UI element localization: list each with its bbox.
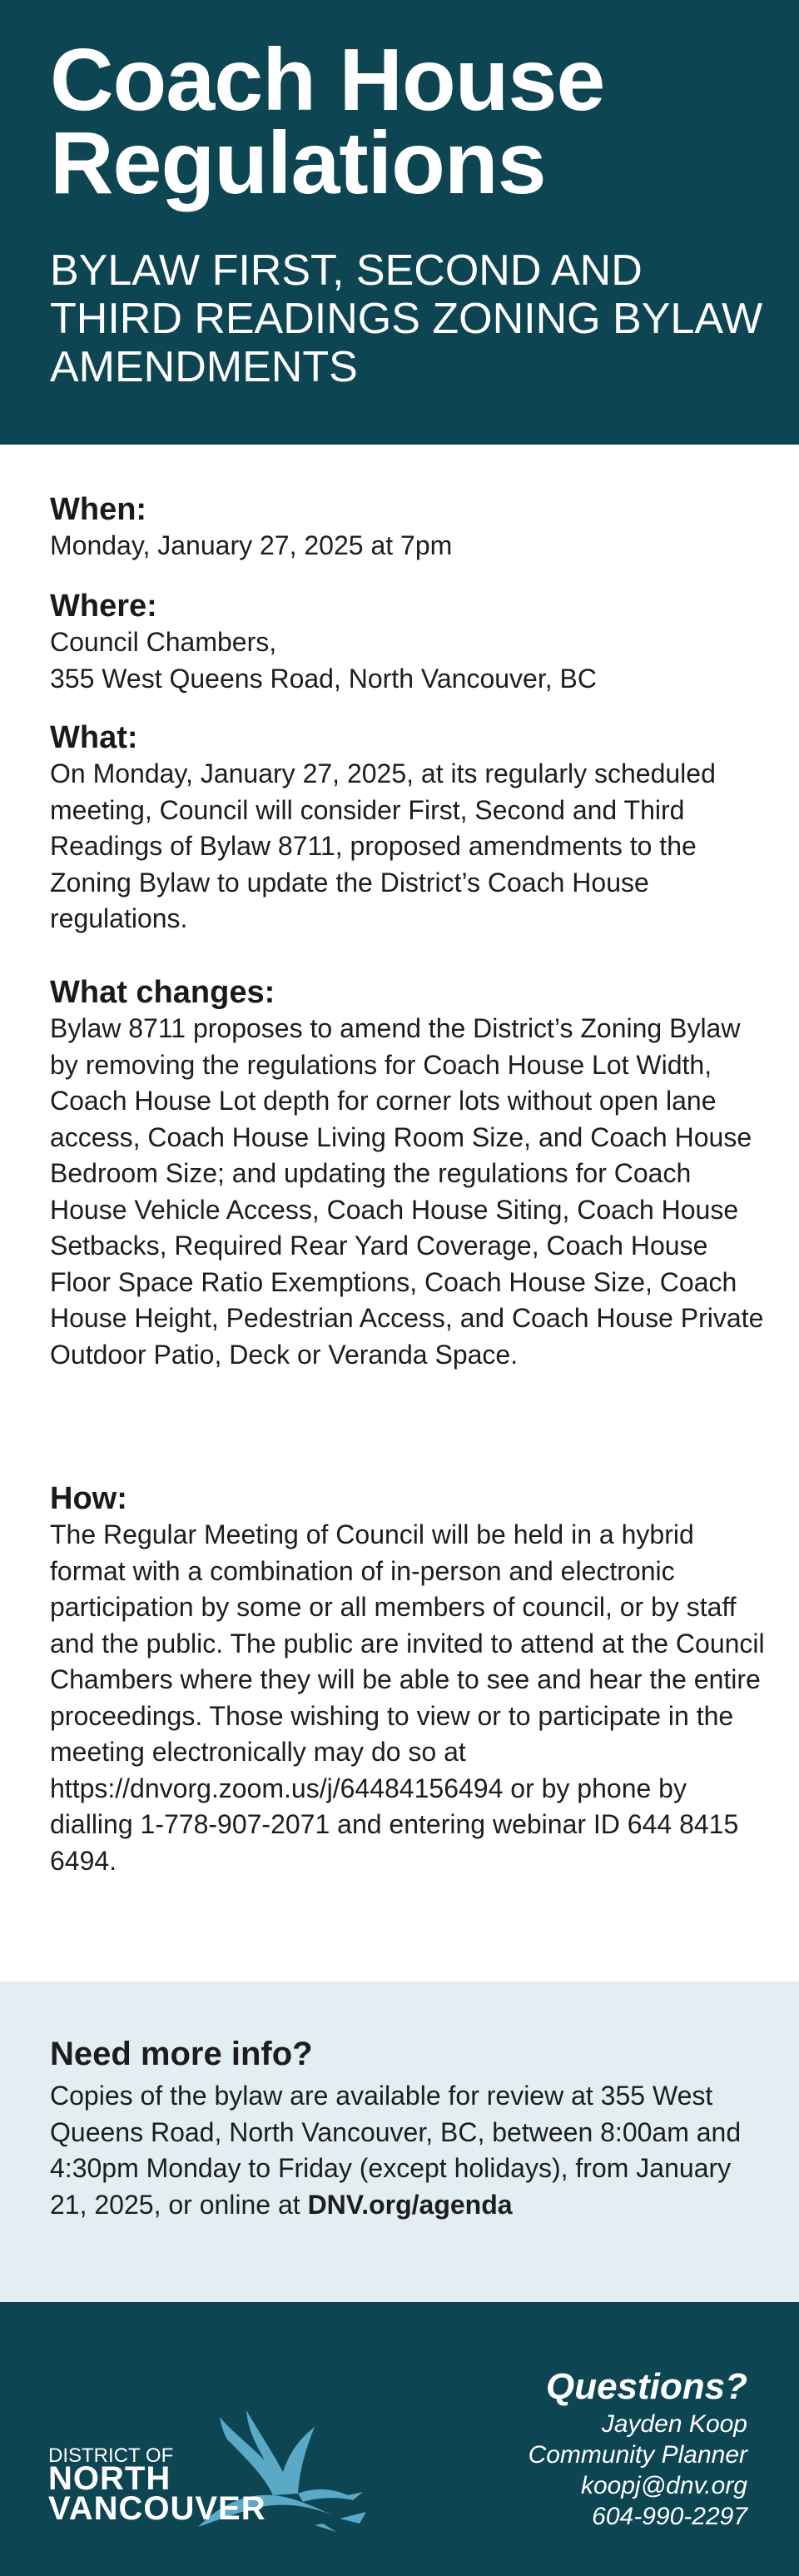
contact-heading: Questions? (545, 2366, 747, 2407)
contact-name: Jayden Koop (601, 2410, 747, 2438)
section-how (50, 1480, 766, 1879)
logo-text-north: NORTH (48, 2460, 171, 2497)
section-where (50, 588, 766, 697)
page-title: Coach House Regulations (50, 31, 605, 212)
section-body: On Monday, January 27, 2025, at its regularly scheduled meeting, Council will consider First, Second and Third Readings of Bylaw 8711, proposed amendments to the Zoning Bylaw to update the District’s Coach House regulations. (50, 758, 716, 933)
section-heading: Where: (50, 589, 157, 624)
section-body: Bylaw 8711 proposes to amend the District’s Zoning Bylaw by removing the regulations for Coach House Lot Width, Coach House Lot depth for corner lots without open lane access, Coach House Living Room Size, and Coach House Bedroom Size; and updating the regulations for Coach House Vehicle Access, Coach House Siting, Coach House Setbacks, Required Rear Yard Coverage, Coach House Floor Space Ratio Exemptions, Coach House Size, Coach House Height, Pedestrian Access, and Coach House Private Outdoor Patio, Deck or Veranda Space. (50, 1013, 764, 1370)
section-heading: What: (50, 720, 138, 755)
section-heading: How: (50, 1481, 127, 1516)
main-content (0, 445, 799, 1982)
more-info-heading: Need more info? (50, 2036, 313, 2072)
section-heading: When: (50, 492, 147, 527)
more-info-text: Copies of the bylaw are available for review at 355 West Queens Road, North Vancouver, BC, between 8:00am and 4:30pm Monday to Friday (except holidays), from January 21, 2025, or online at (50, 2081, 742, 2220)
contact-email[interactable]: koopj@dnv.org (580, 2472, 747, 2499)
more-info-body (50, 2078, 766, 2223)
section-what (50, 719, 766, 937)
section-body: The Regular Meeting of Council will be held in a hybrid format with a combination of in-person and electronic participation by some or all members of council, or by staff and the public. The public are invited to attend at the Council Chambers where they will be able to see and hear the entire proceedings. Those wishing to view or to participate in the meeting electronically may do so at https://dnvorg.zoom.us/j/64484156494 or by phone by dialling 1-778-907-2071 and entering webinar ID 644 8415 6494. (50, 1519, 765, 1876)
contact-role: Community Planner (528, 2441, 747, 2469)
contact-phone[interactable]: 604-990-2297 (592, 2503, 747, 2530)
page-subtitle: BYLAW FIRST, SECOND AND THIRD READINGS ZONING BYLAW AMENDMENTS (50, 246, 763, 391)
section-heading: What changes: (50, 975, 275, 1010)
agenda-link[interactable]: DNV.org/agenda (307, 2189, 513, 2220)
more-info-panel (0, 1982, 799, 2302)
section-body: Monday, January 27, 2025 at 7pm (50, 530, 453, 560)
section-what-changes (50, 974, 766, 1373)
section-when (50, 491, 766, 564)
logo-text-district: DISTRICT OF (48, 2444, 174, 2467)
section-body: Council Chambers, 355 West Queens Road, North Vancouver, BC (50, 627, 597, 694)
footer (0, 2302, 799, 2576)
header-banner (0, 0, 799, 445)
logo-text-vancouver: VANCOUVER (48, 2490, 266, 2527)
district-logo (48, 2402, 365, 2552)
contact-block (398, 2365, 747, 2532)
